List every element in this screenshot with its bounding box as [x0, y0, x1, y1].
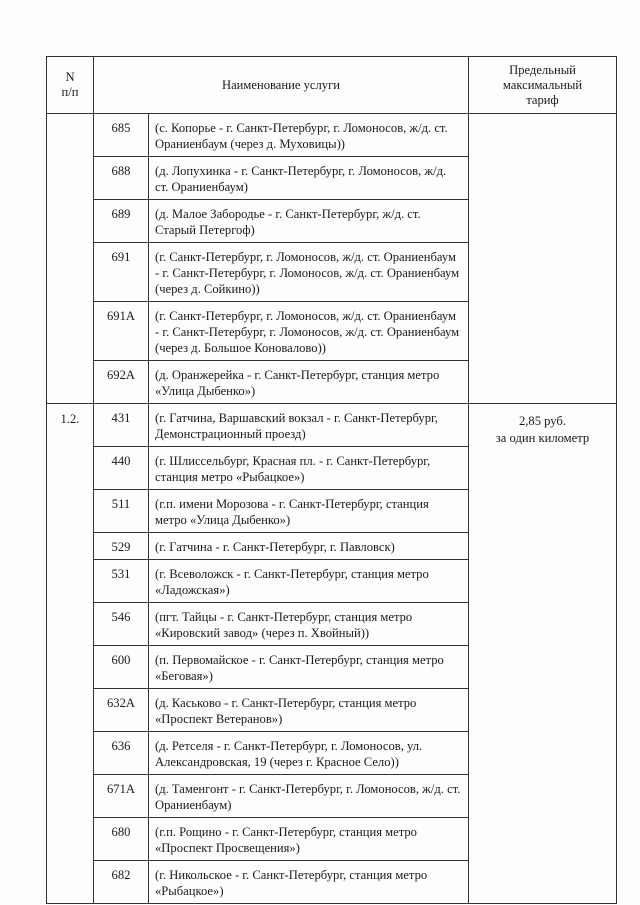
- header-number-line2: п/п: [61, 85, 79, 99]
- group1-routes: [94, 114, 468, 403]
- header-number: [47, 57, 94, 114]
- route-number: 531: [94, 560, 149, 603]
- route-number: 680: [94, 818, 149, 861]
- route-number: 685: [94, 114, 149, 157]
- route-row: [94, 404, 468, 447]
- group1-row: [47, 114, 617, 404]
- group2-row: [47, 404, 617, 904]
- group2-routes: [94, 404, 468, 903]
- route-number: 682: [94, 861, 149, 904]
- route-number: 529: [94, 533, 149, 560]
- route-name: (г. Гатчина - г. Санкт-Петербург, г. Павловск): [149, 533, 469, 560]
- route-name: (д. Таменгонт - г. Санкт-Петербург, г. Ломоносов, ж/д. ст. Ораниенбаум): [149, 775, 469, 818]
- header-service-name: Наименование услуги: [94, 57, 469, 114]
- route-row: [94, 361, 468, 404]
- group1-tariff: [469, 114, 617, 404]
- route-name: (г. Санкт-Петербург, г. Ломоносов, ж/д. ст. Ораниенбаум - г. Санкт-Петербург, г. Ломоносов, ж/д. ст. Ораниенбаум (через д. Сойкино)): [149, 243, 469, 302]
- route-name: (г. Всеволожск - г. Санкт-Петербург, станция метро «Ладожская»): [149, 560, 469, 603]
- route-row: [94, 490, 468, 533]
- group1-section: [47, 114, 94, 404]
- header-number-line1: N: [65, 70, 75, 84]
- route-name: (д. Малое Забородье - г. Санкт-Петербург, ж/д. ст. Старый Петергоф): [149, 200, 469, 243]
- route-row: [94, 243, 468, 302]
- route-name: (д. Оранжерейка - г. Санкт-Петербург, станция метро «Улица Дыбенко»): [155, 368, 440, 398]
- group2-section: 1.2.: [47, 404, 94, 904]
- route-number: 689: [94, 200, 149, 243]
- route-name: (г.п. Рощино - г. Санкт-Петербург, станция метро «Проспект Просвещения»): [149, 818, 469, 861]
- route-row: [94, 560, 468, 603]
- route-name: (г.п. имени Морозова - г. Санкт-Петербург, станция метро «Улица Дыбенко»): [149, 490, 469, 533]
- route-number: 691: [94, 243, 149, 302]
- header-tariff-line1: Предельный: [509, 62, 576, 77]
- tariff-table: [46, 56, 617, 904]
- table-header-row: [47, 57, 617, 114]
- route-row: [94, 646, 468, 689]
- route-row: [94, 200, 468, 243]
- route-number: 692А: [94, 361, 149, 404]
- route-name: (с. Копорье - г. Санкт-Петербург, г. Ломоносов, ж/д. ст. Ораниенбаум (через д. Муховицы)): [149, 114, 469, 157]
- route-name: (д. Ретселя - г. Санкт-Петербург, г. Ломоносов, ул. Александровская, 19 (через г. Красное Село)): [149, 732, 469, 775]
- tariff-unit: за один километр: [495, 431, 590, 445]
- route-name: (г. Никольское - г. Санкт-Петербург, станция метро «Рыбацкое»): [155, 868, 428, 898]
- route-number: 691А: [94, 302, 149, 361]
- route-row: [94, 689, 468, 732]
- route-number: 636: [94, 732, 149, 775]
- route-number: 511: [94, 490, 149, 533]
- route-name: (г. Гатчина, Варшавский вокзал - г. Санкт-Петербург, Демонстрационный проезд): [149, 404, 469, 447]
- route-name: (д. Лопухинка - г. Санкт-Петербург, г. Ломоносов, ж/д. ст. Ораниенбаум): [149, 157, 469, 200]
- header-tariff-line2: максимальный: [502, 77, 583, 92]
- route-number: 671А: [94, 775, 149, 818]
- route-number: 632А: [94, 689, 149, 732]
- route-row: [94, 775, 468, 818]
- route-row: [94, 447, 468, 490]
- route-row: [94, 157, 468, 200]
- route-row: [94, 603, 468, 646]
- route-number: 688: [94, 157, 149, 200]
- route-row: [94, 302, 468, 361]
- route-name: (г. Шлиссельбург, Красная пл. - г. Санкт-Петербург, станция метро «Рыбацкое»): [149, 447, 469, 490]
- header-tariff-line3: тариф: [526, 92, 559, 107]
- route-number: 440: [94, 447, 149, 490]
- route-name: (п. Первомайское - г. Санкт-Петербург, станция метро «Беговая»): [149, 646, 469, 689]
- route-name: (д. Каськово - г. Санкт-Петербург, станция метро «Проспект Ветеранов»): [149, 689, 469, 732]
- tariff-value: 2,85 руб.: [518, 414, 566, 428]
- route-row: [94, 114, 468, 157]
- header-tariff: [469, 57, 617, 114]
- route-name: (г. Санкт-Петербург, г. Ломоносов, ж/д. ст. Ораниенбаум - г. Санкт-Петербург, г. Ломоносов, ж/д. ст. Ораниенбаум (через д. Большое Коновалово)): [149, 302, 469, 361]
- route-row: [94, 861, 468, 904]
- route-row: [94, 732, 468, 775]
- route-row: [94, 533, 468, 560]
- route-number: 600: [94, 646, 149, 689]
- route-number: 431: [94, 404, 149, 447]
- group2-tariff: [469, 404, 617, 904]
- route-name: (пгт. Тайцы - г. Санкт-Петербург, станция метро «Кировский завод» (через п. Хвойный)): [149, 603, 469, 646]
- route-row: [94, 818, 468, 861]
- route-number: 546: [94, 603, 149, 646]
